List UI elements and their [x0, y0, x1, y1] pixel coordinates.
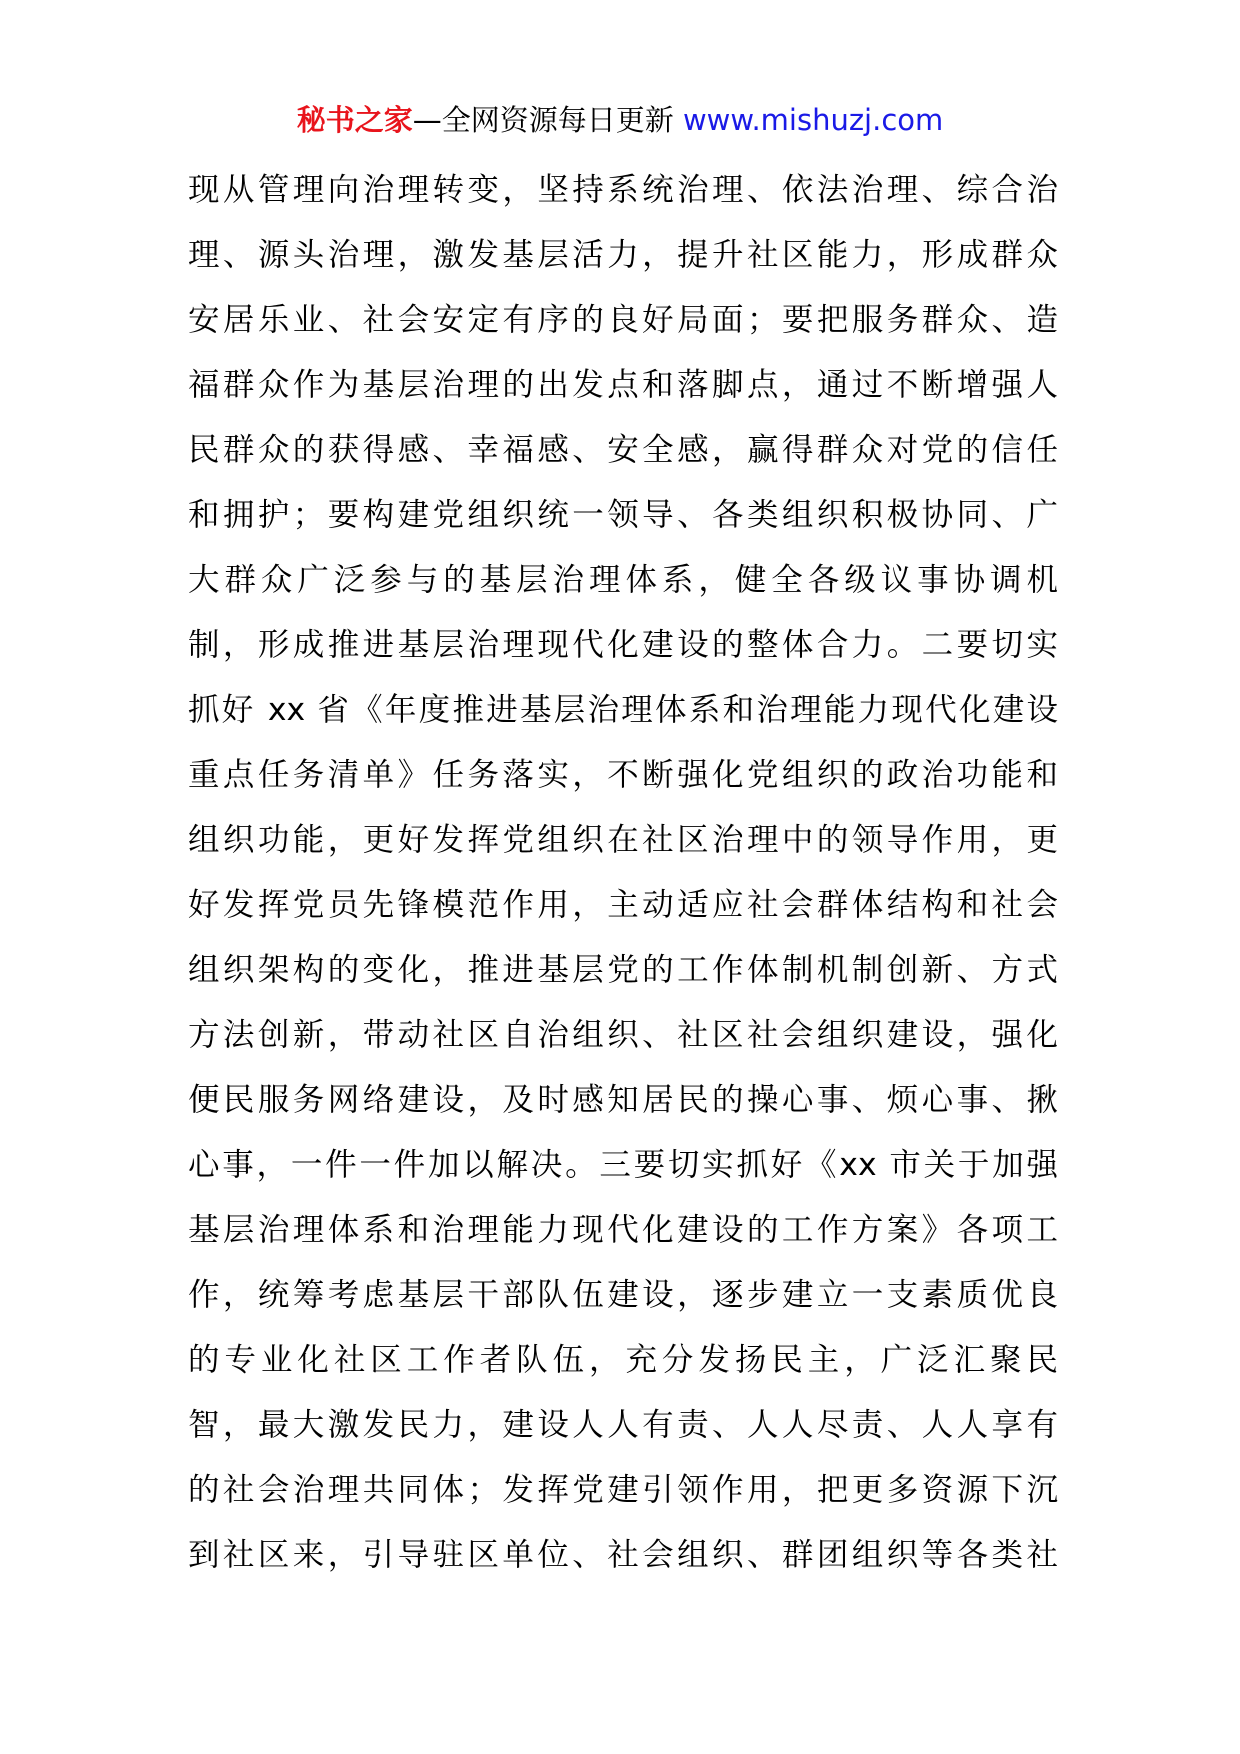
text-line: 便民服务网络建设，及时感知居民的操心事、烦心事、揪: [188, 1082, 1058, 1118]
text-line: 心事，一件一件加以解决。三要切实抓好《xx 市关于加强: [188, 1147, 1058, 1183]
text-line: 的专业化社区工作者队伍，充分发扬民主，广泛汇聚民: [188, 1342, 1058, 1378]
text-line: 和拥护；要构建党组织统一领导、各类组织积极协同、广: [188, 497, 1058, 533]
text-line: 组织架构的变化，推进基层党的工作体制机制创新、方式: [188, 952, 1058, 988]
text-line: 大群众广泛参与的基层治理体系，健全各级议事协调机: [188, 562, 1058, 598]
text-line: 智，最大激发民力，建设人人有责、人人尽责、人人享有: [188, 1407, 1058, 1443]
text-line: 的社会治理共同体；发挥党建引领作用，把更多资源下沉: [188, 1472, 1058, 1508]
text-line: 福群众作为基层治理的出发点和落脚点，通过不断增强人: [188, 367, 1058, 403]
text-line: 重点任务清单》任务落实，不断强化党组织的政治功能和: [188, 757, 1058, 793]
text-line: 好发挥党员先锋模范作用，主动适应社会群体结构和社会: [188, 887, 1058, 923]
text-line: 抓好 xx 省《年度推进基层治理体系和治理能力现代化建设: [188, 692, 1058, 728]
website-link[interactable]: www.mishuzj.com: [682, 103, 944, 137]
page-header: [0, 100, 1240, 140]
text-line: 安居乐业、社会安定有序的良好局面；要把服务群众、造: [188, 302, 1058, 338]
text-line: 方法创新，带动社区自治组织、社区社会组织建设，强化: [188, 1017, 1058, 1053]
header-tagline: —全网资源每日更新: [412, 103, 683, 137]
text-line: 民群众的获得感、幸福感、安全感，赢得群众对党的信任: [188, 432, 1058, 468]
document-body: [188, 158, 1058, 1588]
text-line: 基层治理体系和治理能力现代化建设的工作方案》各项工: [188, 1212, 1058, 1248]
text-line: 组织功能，更好发挥党组织在社区治理中的领导作用，更: [188, 822, 1058, 858]
text-line: 理、源头治理，激发基层活力，提升社区能力，形成群众: [188, 237, 1058, 273]
text-line: 作，统筹考虑基层干部队伍建设，逐步建立一支素质优良: [188, 1277, 1058, 1313]
text-line: 制，形成推进基层治理现代化建设的整体合力。二要切实: [188, 627, 1058, 663]
brand-name: 秘书之家: [296, 103, 413, 137]
text-line: 现从管理向治理转变，坚持系统治理、依法治理、综合治: [188, 172, 1058, 208]
text-line: 到社区来，引导驻区单位、社会组织、群团组织等各类社: [188, 1537, 1058, 1573]
